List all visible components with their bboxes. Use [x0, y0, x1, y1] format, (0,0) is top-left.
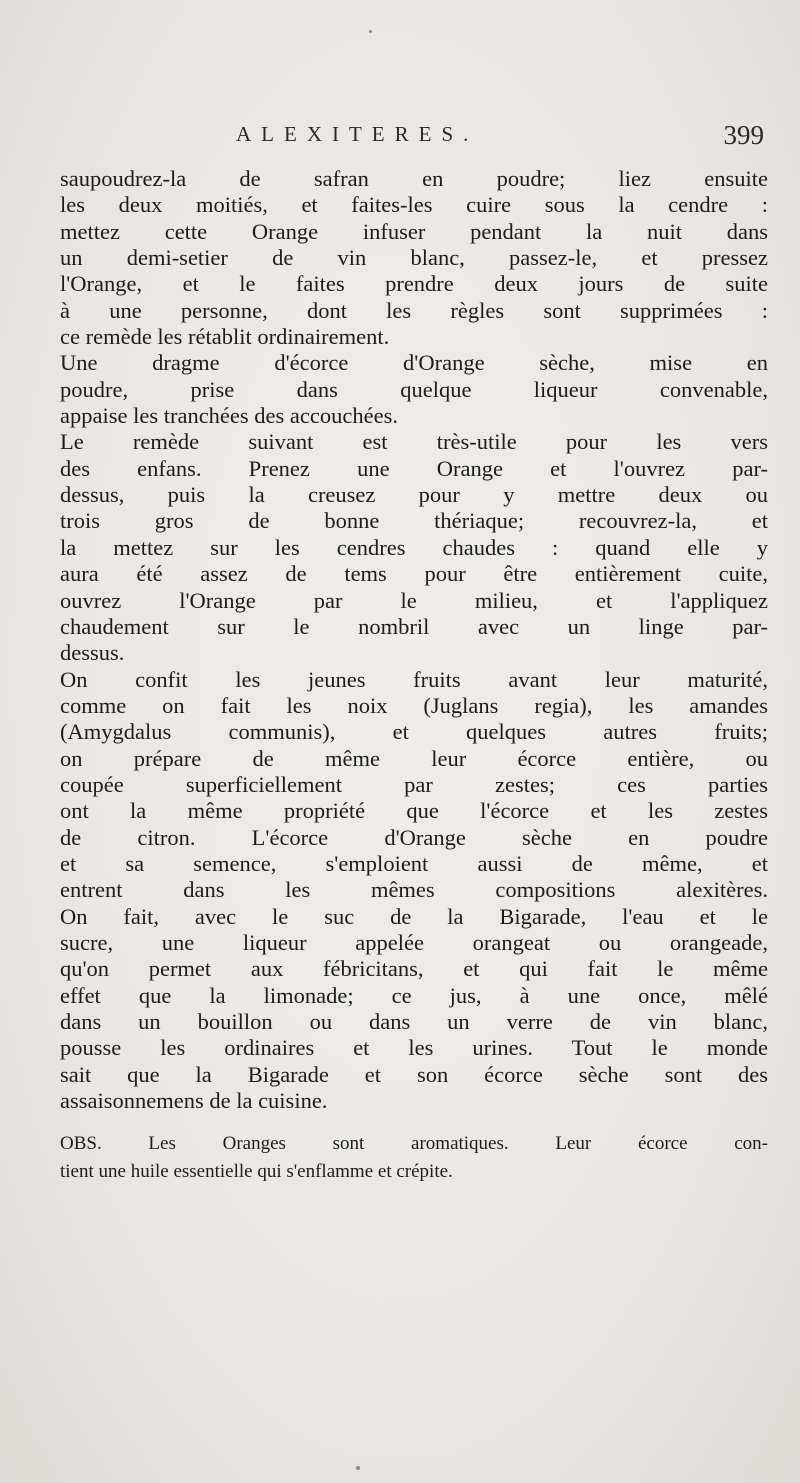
text-line: effet que la limonade; ce jus, à une once, mêlé: [60, 982, 768, 1008]
paper-speck: [356, 1466, 360, 1470]
text-line: les deux moitiés, et faites-les cuire sous la cendre :: [60, 192, 768, 218]
text-line: des enfans. Prenez une Orange et l'ouvrez par-: [60, 455, 768, 481]
text-line: ont la même propriété que l'écorce et les zestes: [60, 798, 768, 824]
text-line: poudre, prise dans quelque liqueur convenable,: [60, 376, 768, 402]
text-line: On confit les jeunes fruits avant leur maturité,: [60, 666, 768, 692]
text-line: Une dragme d'écorce d'Orange sèche, mise en: [60, 350, 768, 376]
page-header: [236, 120, 764, 160]
text-line: ce remède les rétablit ordinairement.: [60, 324, 390, 350]
text-line: trois gros de bonne thériaque; recouvrez-la, et: [60, 508, 768, 534]
text-line: On fait, avec le suc de la Bigarade, l'eau et le: [60, 903, 768, 929]
text-line: sucre, une liqueur appelée orangeat ou orangeade,: [60, 929, 768, 955]
text-line: et sa semence, s'emploient aussi de même, et: [60, 850, 768, 876]
text-line: saupoudrez-la de safran en poudre; liez ensuite: [60, 166, 768, 191]
text-line: dessus.: [60, 640, 125, 666]
text-line: appaise les tranchées des accouchées.: [60, 403, 398, 429]
text-line: un demi-setier de vin blanc, passez-le, et pressez: [60, 245, 768, 271]
paper-speck: [369, 30, 372, 33]
text-line: à une personne, dont les règles sont supprimées :: [60, 297, 768, 323]
text-line: la mettez sur les cendres chaudes : quand elle y: [60, 534, 768, 560]
text-line: chaudement sur le nombril avec un linge par-: [60, 613, 768, 639]
running-title: ALEXITERES.: [236, 122, 479, 146]
text-line: qu'on permet aux fébricitans, et qui fait le même: [60, 956, 768, 982]
text-line: entrent dans les mêmes compositions alexitères.: [60, 877, 768, 903]
text-line: assaisonnemens de la cuisine.: [60, 1088, 328, 1114]
page-number: 399: [723, 120, 764, 150]
text-line: l'Orange, et le faites prendre deux jours de suite: [60, 271, 768, 297]
text-line: (Amygdalus communis), et quelques autres fruits;: [60, 719, 768, 745]
observation-note: [60, 1130, 768, 1186]
note-line: OBS. Les Oranges sont aromatiques. Leur écorce con-: [60, 1133, 768, 1154]
text-line: sait que la Bigarade et son écorce sèche sont des: [60, 1061, 768, 1087]
text-line: ouvrez l'Orange par le milieu, et l'appliquez: [60, 587, 768, 613]
text-line: comme on fait les noix (Juglans regia), les amandes: [60, 692, 768, 718]
text-line: on prépare de même leur écorce entière, ou: [60, 745, 768, 771]
text-line: dans un bouillon ou dans un verre de vin blanc,: [60, 1009, 768, 1034]
text-line: coupée superficiellement par zestes; ces parties: [60, 771, 768, 797]
text-line: Le remède suivant est très-utile pour les vers: [60, 429, 768, 455]
text-line: de citron. L'écorce d'Orange sèche en poudre: [60, 824, 768, 850]
note-line: tient une huile essentielle qui s'enflamme et crépite.: [60, 1161, 453, 1182]
text-line: pousse les ordinaires et les urines. Tout le monde: [60, 1035, 768, 1061]
body-text: [60, 166, 768, 1114]
text-line: dessus, puis la creusez pour y mettre deux ou: [60, 482, 768, 508]
text-line: aura été assez de tems pour être entièrement cuite,: [60, 561, 768, 587]
text-line: mettez cette Orange infuser pendant la nuit dans: [60, 218, 768, 244]
